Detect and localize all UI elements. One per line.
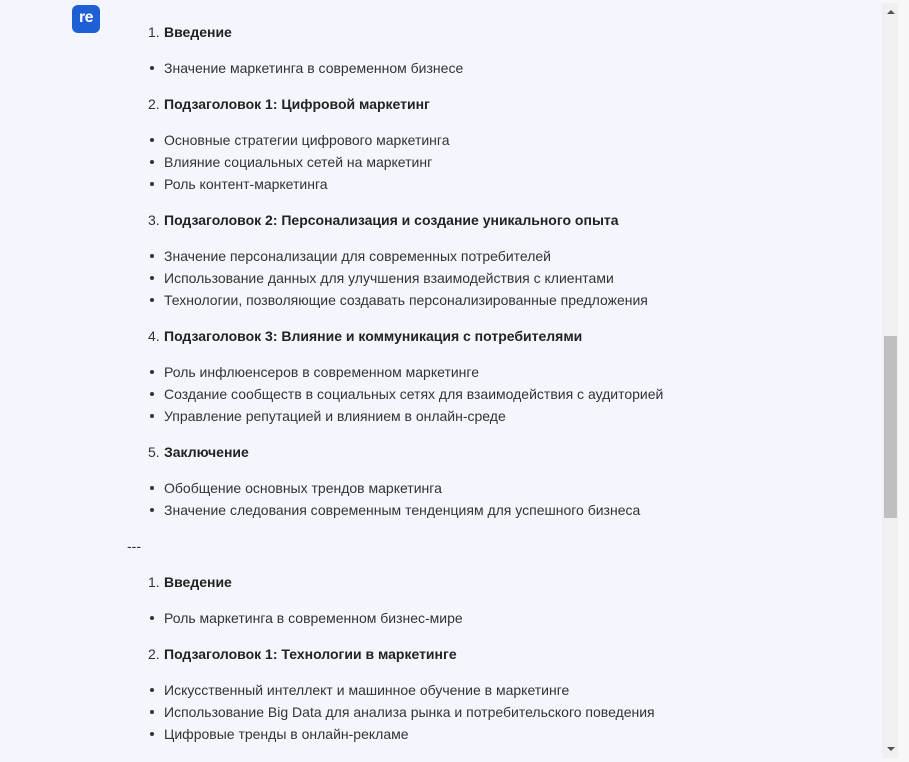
list-item: Искусственный интеллект и машинное обучение в маркетинге [0,679,880,701]
scrollbar-thumb[interactable] [884,336,897,518]
heading-number: 1. [148,24,160,40]
section-heading [0,643,880,665]
heading-number: 2. [148,646,160,662]
section-heading [0,209,880,231]
list-item: Цифровые тренды в онлайн-рекламе [0,723,880,745]
heading-title: Подзаголовок 1: Технологии в маркетинге [164,646,457,662]
scrollbar[interactable] [882,3,898,758]
section-heading [0,93,880,115]
scroll-down-icon[interactable] [887,747,895,751]
list-item: Значение маркетинга в современном бизнесе [0,57,880,79]
list-item: Использование данных для улучшения взаимодействия с клиентами [0,267,880,289]
scroll-up-icon[interactable] [887,10,895,14]
separator: --- [127,538,141,554]
heading-title: Введение [164,574,232,590]
bullet-list [0,57,880,79]
heading-title: Введение [164,24,232,40]
list-item: Значение следования современным тенденциям для успешного бизнеса [0,499,880,521]
section-heading [0,21,880,43]
heading-number: 5. [148,444,160,460]
heading-title: Подзаголовок 1: Цифровой маркетинг [164,96,430,112]
bullet-list [0,607,880,629]
heading-number: 1. [148,574,160,590]
heading-title: Заключение [164,444,249,460]
bullet-list [0,361,880,427]
heading-number: 2. [148,96,160,112]
bullet-list [0,245,880,311]
list-item: Роль маркетинга в современном бизнес-мире [0,607,880,629]
bullet-list [0,477,880,521]
assistant-avatar: re [72,5,100,33]
list-item: Технологии, позволяющие создавать персонализированные предложения [0,289,880,311]
list-item: Влияние социальных сетей на маркетинг [0,151,880,173]
list-item: Управление репутацией и влиянием в онлайн-среде [0,405,880,427]
heading-number: 3. [148,212,160,228]
list-item: Значение персонализации для современных потребителей [0,245,880,267]
list-item: Роль инфлюенсеров в современном маркетинге [0,361,880,383]
section-heading [0,325,880,347]
bullet-list [0,679,880,745]
list-item: Основные стратегии цифрового маркетинга [0,129,880,151]
list-item: Использование Big Data для анализа рынка и потребительского поведения [0,701,880,723]
bullet-list [0,129,880,195]
heading-title: Подзаголовок 2: Персонализация и создание уникального опыта [164,212,619,228]
heading-number: 4. [148,328,160,344]
section-heading [0,571,880,593]
section-heading [0,441,880,463]
list-item: Обобщение основных трендов маркетинга [0,477,880,499]
message-content [0,21,880,759]
list-item: Роль контент-маркетинга [0,173,880,195]
list-item: Создание сообществ в социальных сетях для взаимодействия с аудиторией [0,383,880,405]
heading-title: Подзаголовок 3: Влияние и коммуникация с потребителями [164,328,583,344]
